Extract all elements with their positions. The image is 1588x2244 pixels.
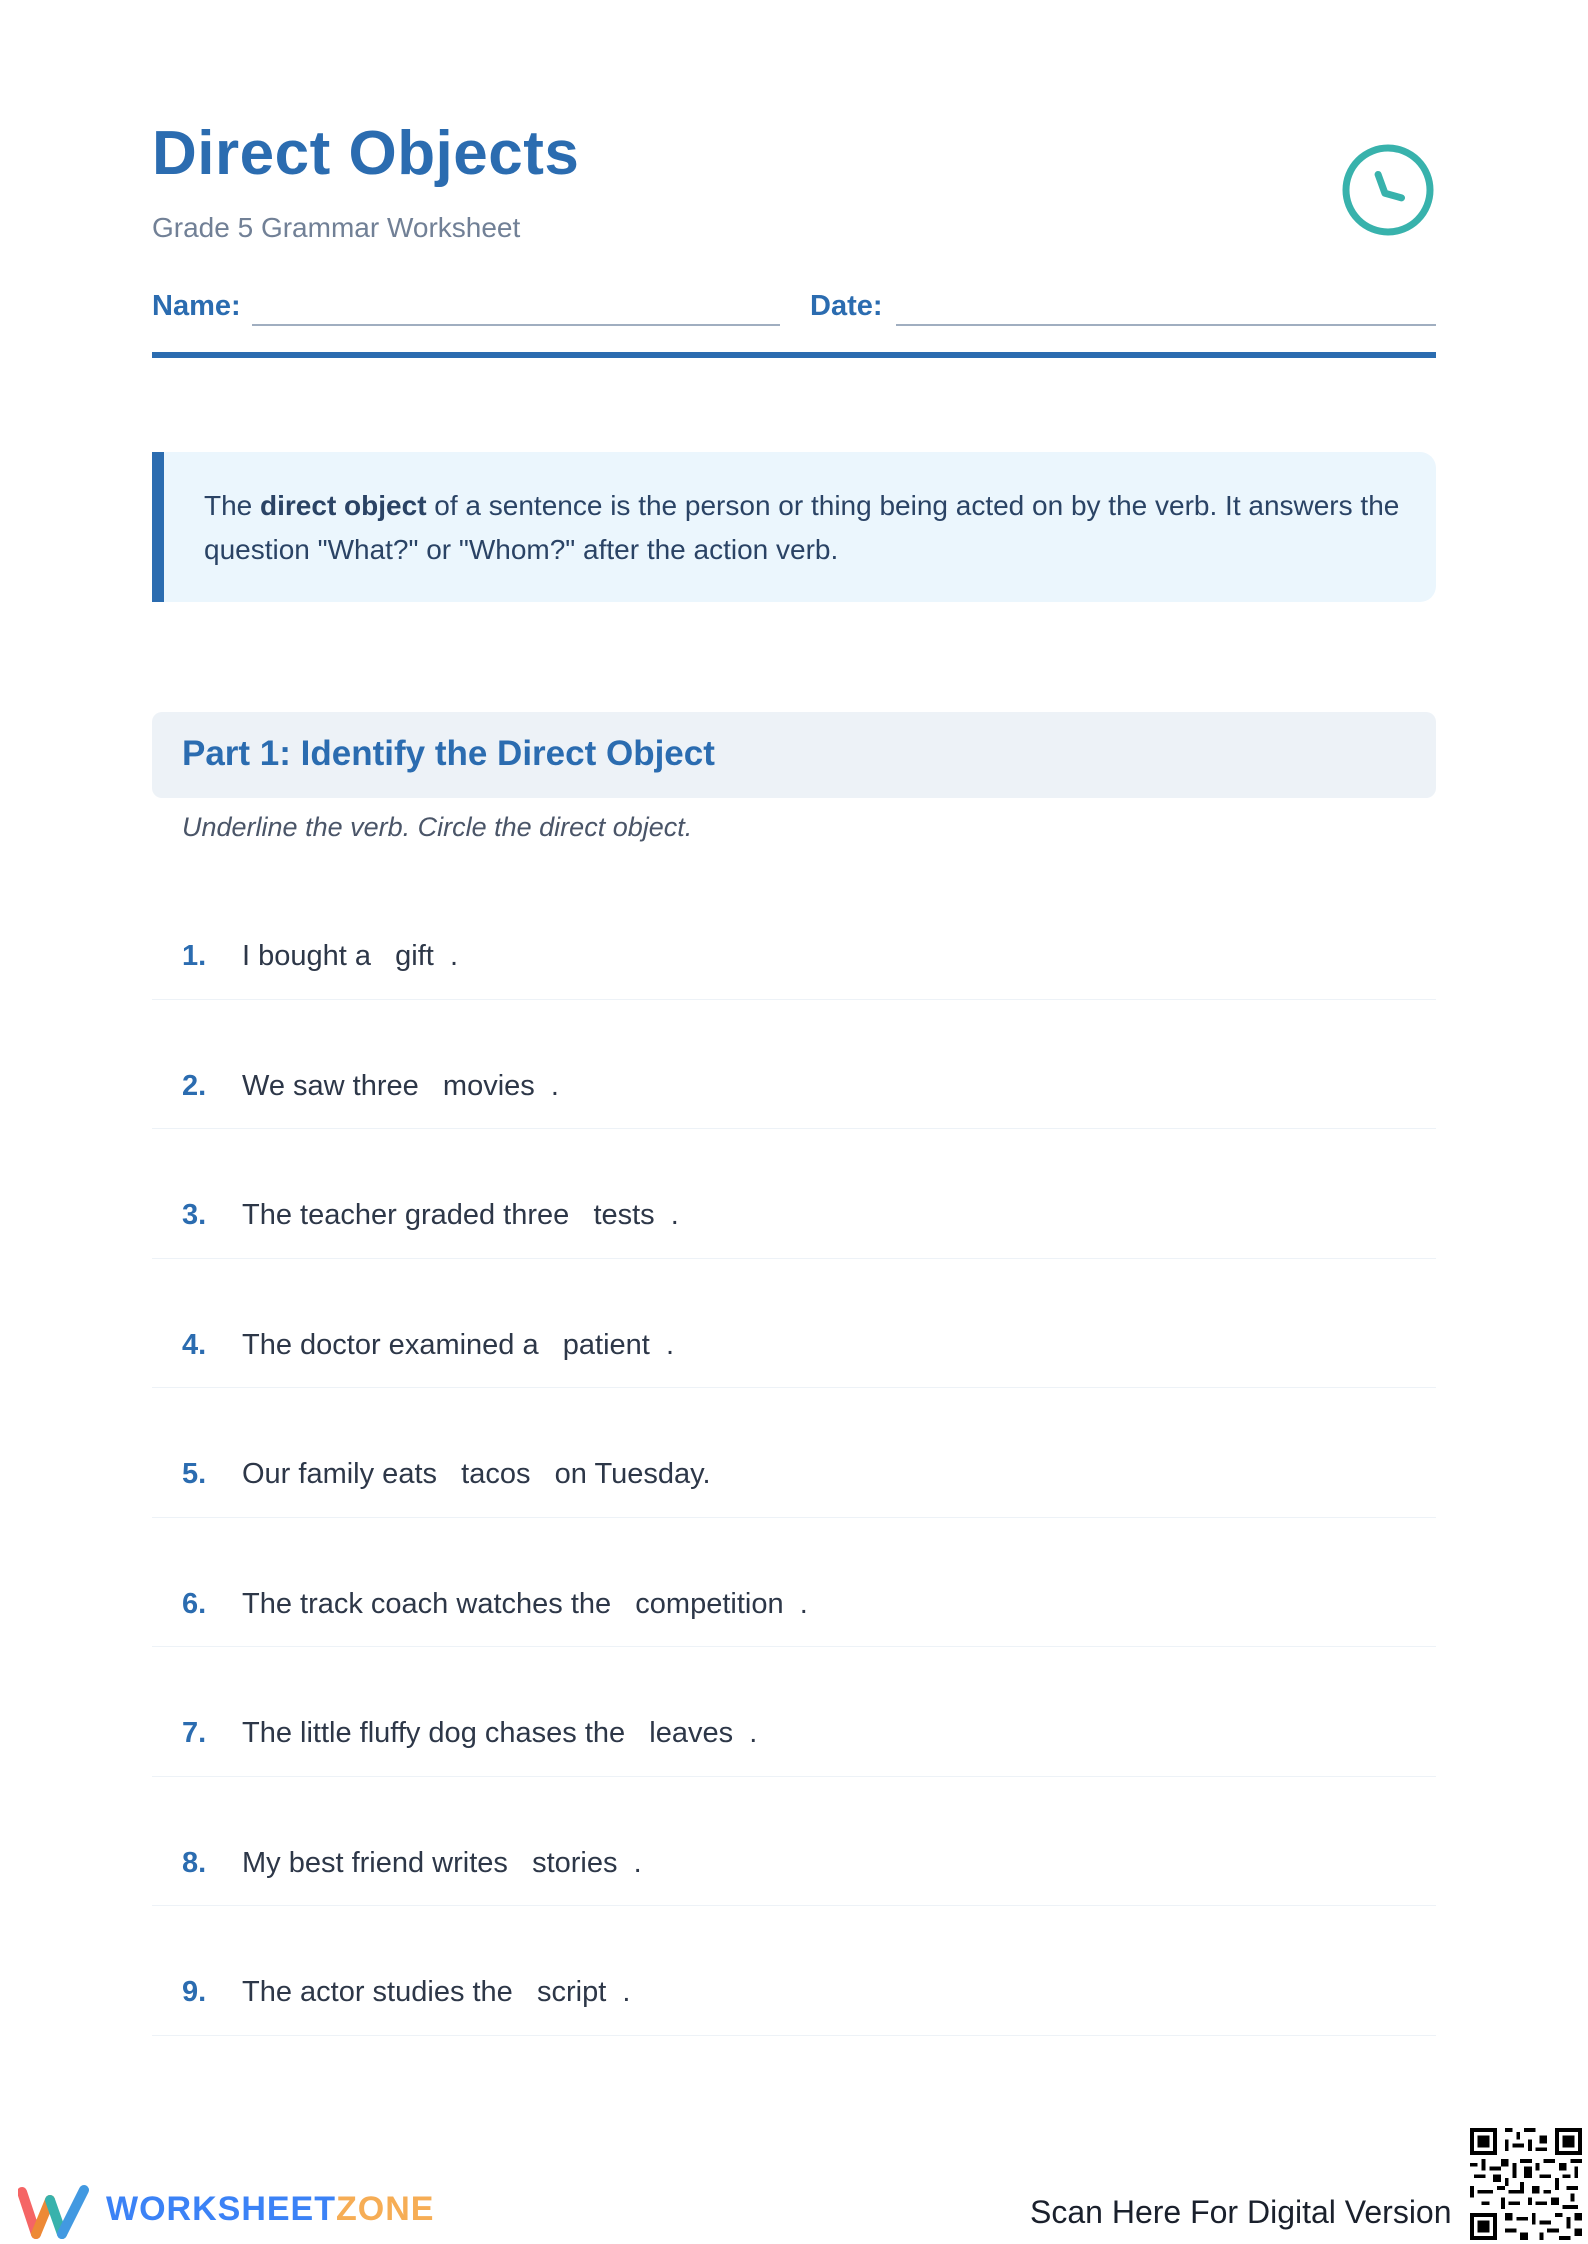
page-subtitle: Grade 5 Grammar Worksheet (152, 212, 521, 243)
list-item (152, 1647, 1436, 1777)
name-label: Name: (152, 290, 241, 322)
item-sentence: The track coach watches the competition . (242, 1587, 808, 1620)
part1-title: Part 1: Identify the Direct Object (182, 734, 715, 773)
item-number: 5. (182, 1458, 207, 1490)
list-item (152, 1518, 1436, 1648)
item-number: 3. (182, 1199, 207, 1231)
item-sentence: The actor studies the script . (242, 1976, 631, 2008)
definition-prefix: The (204, 490, 261, 521)
item-sentence: Our family eats tacos on Tuesday. (242, 1458, 711, 1490)
definition-body: of a sentence is the person or thing being acted on by the verb. It answers the question "What?" or "Whom?" after the action verb. (204, 490, 1400, 565)
item-number: 7. (182, 1717, 207, 1749)
scan-text: Scan Here For Digital Version (1030, 2194, 1452, 2230)
worksheetzone-logo (18, 2184, 90, 2240)
part1-header (152, 712, 1436, 798)
item-sentence: The little fluffy dog chases the leaves . (242, 1717, 758, 1749)
list-item (152, 1259, 1436, 1389)
item-number: 8. (182, 1846, 207, 1879)
brand-worksheet: WORKSHEET (106, 2190, 336, 2228)
item-number: 9. (182, 1976, 207, 2008)
item-number: 6. (182, 1587, 207, 1620)
list-item (152, 1777, 1436, 1907)
part1-instructions: Underline the verb. Circle the direct object. (182, 812, 693, 842)
definition-callout (152, 452, 1436, 602)
qr-code[interactable] (1470, 2128, 1582, 2240)
page-title: Direct Objects (152, 119, 580, 188)
date-field[interactable] (896, 324, 1436, 326)
worksheet-page (152, 0, 1436, 2244)
exercise-list (152, 870, 1436, 2036)
item-number: 1. (182, 940, 207, 972)
list-item (152, 1000, 1436, 1130)
definition-text (204, 484, 1404, 572)
item-sentence: The teacher graded three tests . (242, 1199, 679, 1231)
brand-zone: ZONE (336, 2190, 435, 2228)
name-date-row (152, 288, 1436, 328)
item-sentence: We saw three movies . (242, 1069, 559, 1102)
list-item (152, 1906, 1436, 2036)
item-number: 2. (182, 1069, 207, 1102)
name-field[interactable] (252, 324, 780, 326)
item-sentence: My best friend writes stories . (242, 1846, 642, 1879)
header-divider (152, 352, 1436, 358)
item-sentence: I bought a gift . (242, 940, 459, 972)
list-item (152, 1129, 1436, 1259)
definition-term: direct object (260, 490, 427, 521)
item-sentence: The doctor examined a patient . (242, 1328, 675, 1361)
clock-icon (1340, 142, 1436, 238)
list-item (152, 1388, 1436, 1518)
item-number: 4. (182, 1328, 207, 1361)
list-item (152, 870, 1436, 1000)
date-label: Date: (810, 290, 883, 322)
footer-brand (106, 2190, 434, 2229)
